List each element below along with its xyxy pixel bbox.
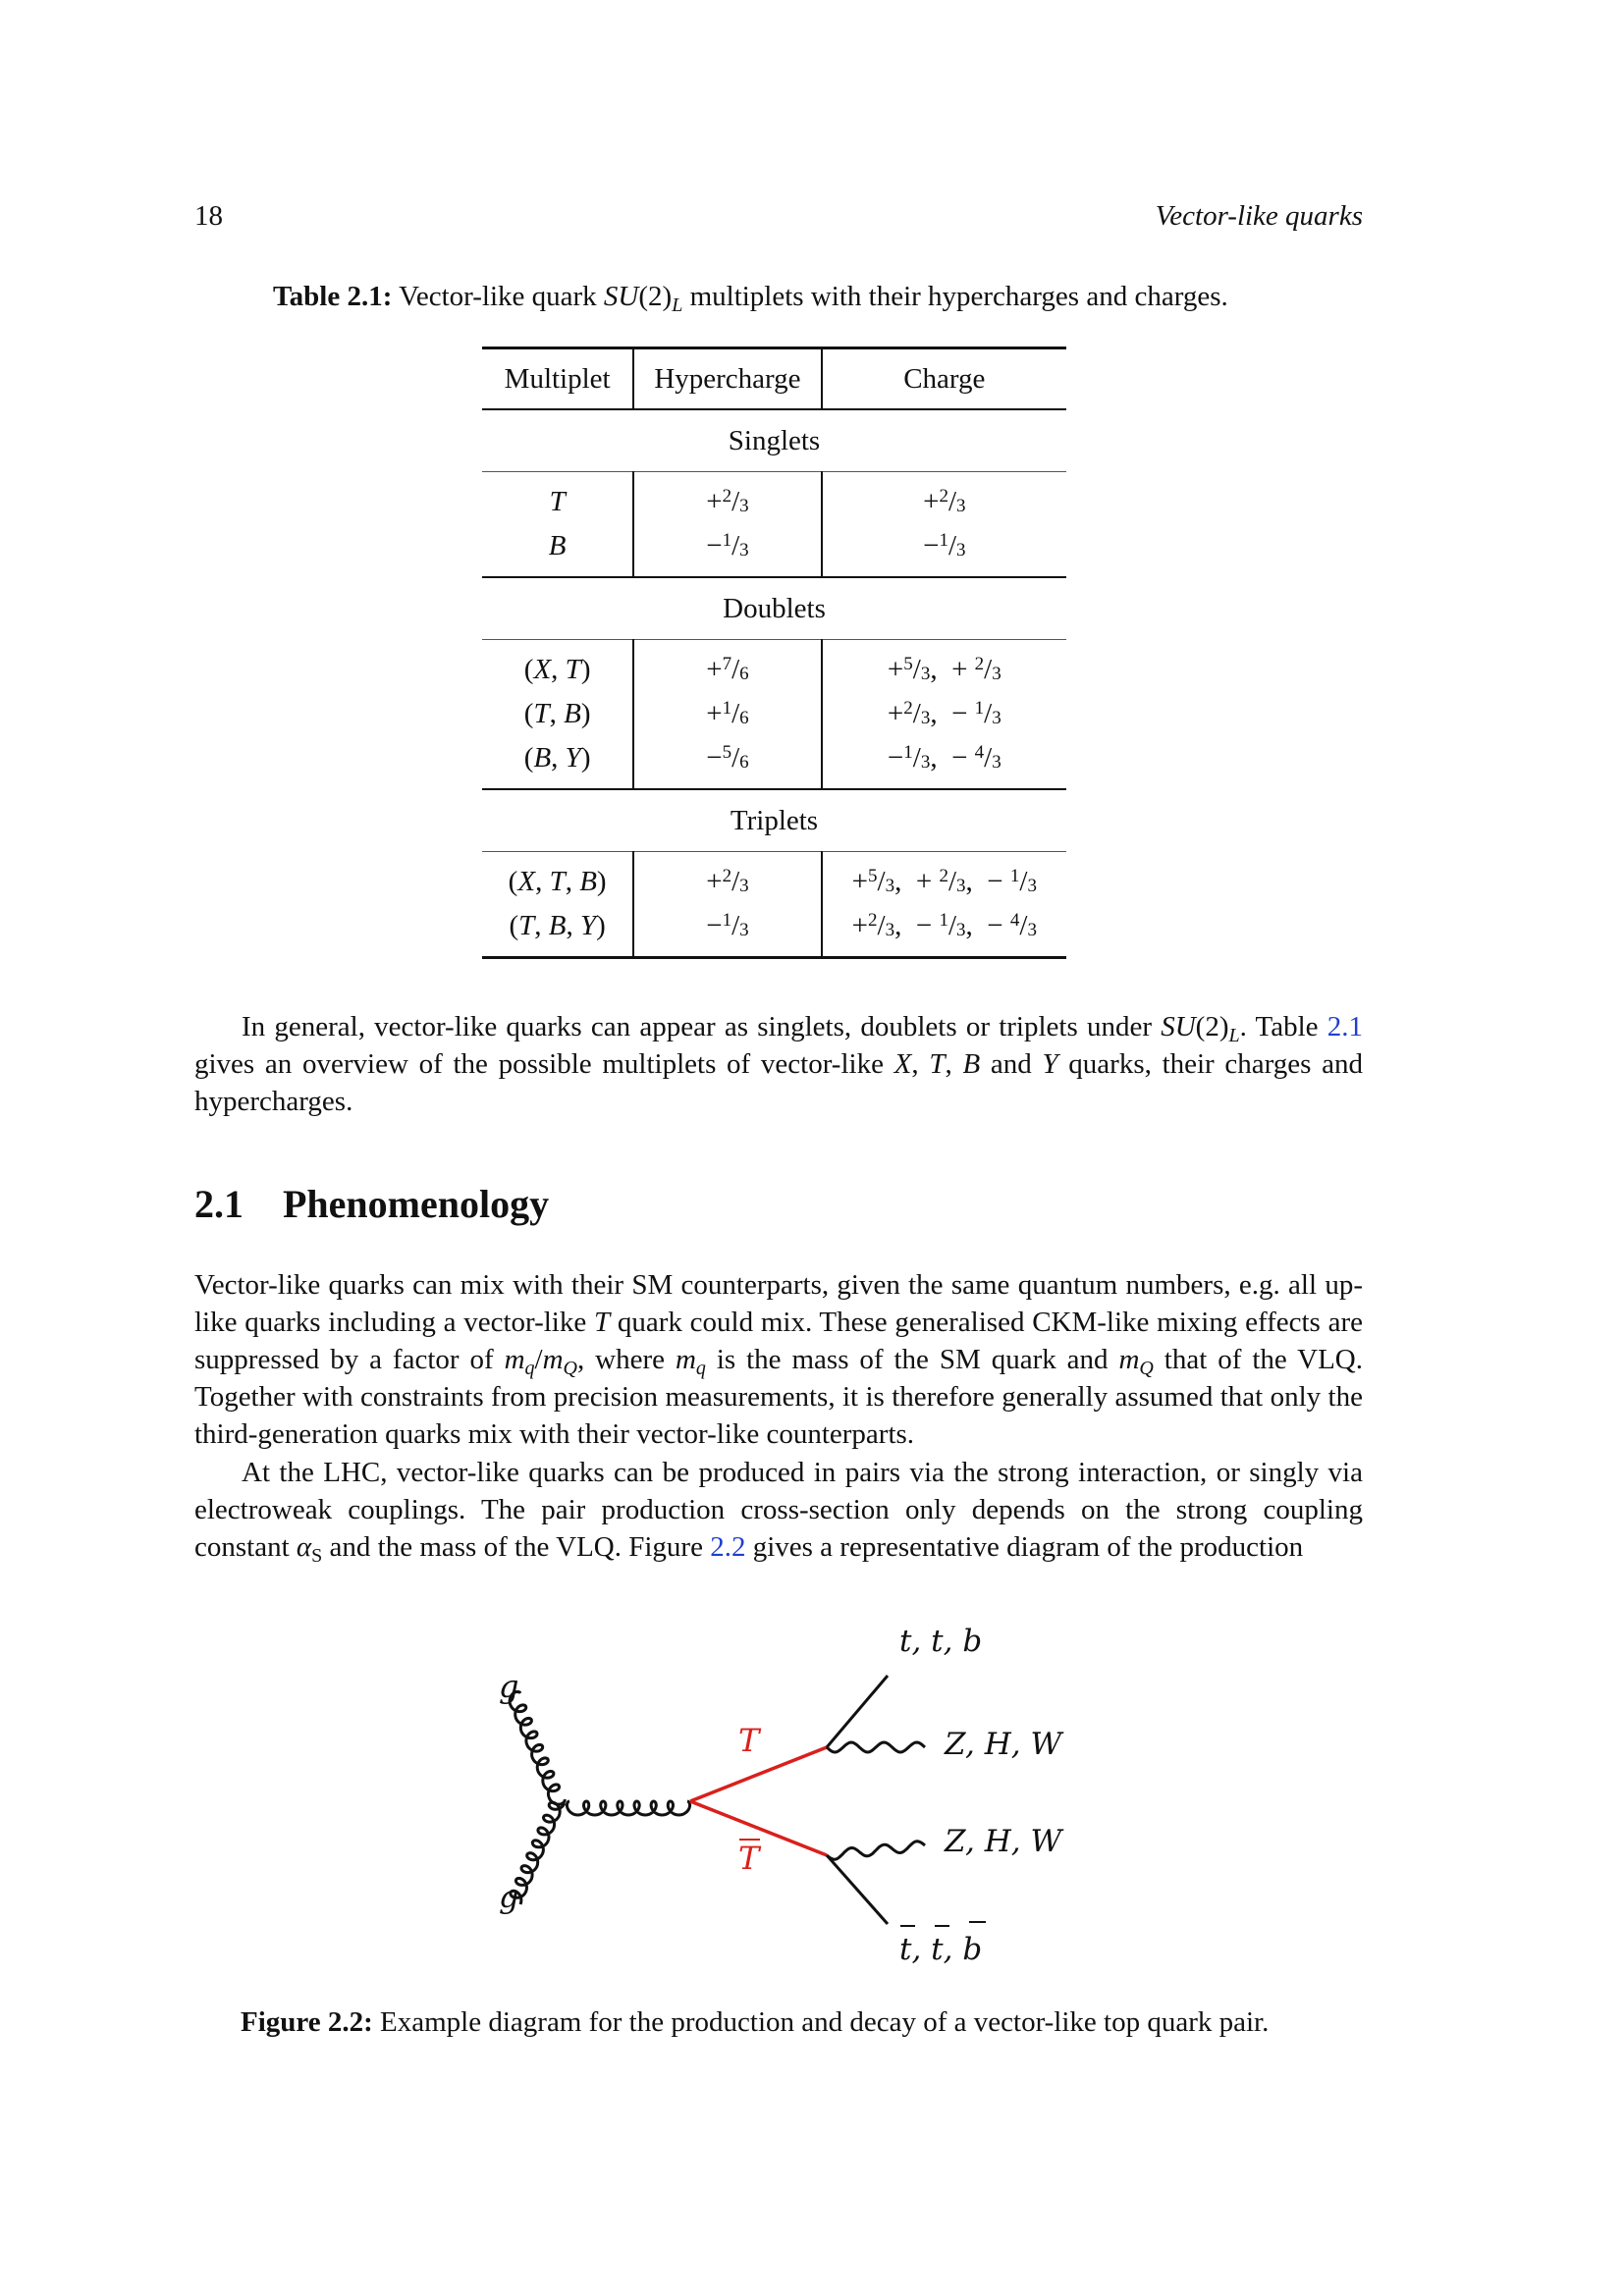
para1-text-1: Vector-like quarks can mix with their SM counterparts, given the same quantum numbers, e.g. all up-like quarks including a vector-like [194,1269,1363,1338]
lower-decay-boson-label: Z, H, W [945,1824,1062,1859]
cell-multiplet: (B, Y) [482,736,633,789]
section-title: Phenomenology [283,1182,550,1226]
para2-alpha: α [296,1531,312,1563]
running-header-title: Vector-like quarks [1155,200,1363,232]
multiplet-table-grid [482,347,1066,959]
table-caption-math: SU [603,281,639,312]
intro-text-2: . Table [1239,1011,1327,1042]
section-number: 2.1 [194,1182,244,1226]
para1-text-2: quark could mix. These generalised CKM-like mixing effects are suppressed by a factor of [194,1307,1363,1375]
intro-text-3: gives an overview of the possible multiplets of vector-like [194,1048,894,1080]
para1-ratio-m-a: m [504,1344,525,1375]
cell-hypercharge: $-^1/_3$ [633,524,821,577]
lower-boson-line [827,1842,925,1859]
gluon-label-bottom: g [499,1878,519,1915]
table-caption-math-sub: L [672,294,683,316]
section-row-singlets: Singlets [728,424,821,456]
cell-charge: $+^5/_3$, + $^2/_3$, − $^1/_3$ [851,866,1037,897]
multiplet-table [482,347,1066,959]
cell-charge: $+^2/_3$, − $^1/_3$, − $^4/_3$ [851,910,1037,941]
para2-text-3: gives a representative diagram of the production [745,1531,1304,1563]
phenomenology-paragraph-1 [194,1266,1363,1453]
feynman-diagram [471,1610,1100,1988]
table-row [482,472,1066,525]
para1-ratio-sub-a: q [524,1358,535,1379]
cell-hypercharge: $-^5/_6$ [633,736,821,789]
cell-hypercharge: $+^1/_6$ [633,692,821,736]
column-header-charge: Charge [903,362,986,395]
para1-text-4: is the mass of the SM quark and [705,1344,1119,1375]
table-row [482,640,1066,693]
cell-hypercharge: $+^2/_3$ [633,852,821,905]
table-caption-label: Table 2.1: [273,281,393,312]
intro-quark-y: Y [1042,1048,1058,1080]
section-row-triplets: Triplets [730,804,819,836]
section-heading [194,1181,549,1227]
column-header-hypercharge: Hypercharge [633,348,821,410]
figure-reference-link[interactable]: 2.2 [710,1531,746,1563]
cell-multiplet: (X, T, B) [482,852,633,905]
upper-boson-line [827,1742,925,1752]
vlq-t-label: T [738,1722,760,1759]
para1-text-5: that of the VLQ. Together with constraints from precision measurements, it is therefore generally assumed that only the third-generation quarks mix with their vector-like counterparts. [194,1344,1364,1450]
cell-charge: $+^5/_3$, + $^2/_3$ [887,654,1001,685]
intro-quark-t: T [929,1048,946,1080]
upper-decay-boson-label: Z, H, W [945,1727,1062,1762]
cell-multiplet: B [482,524,633,577]
phenomenology-paragraph-2 [194,1454,1363,1566]
intro-math-sub: L [1228,1025,1240,1046]
table-caption-text-before: Vector-like quark [399,281,604,312]
antiquark-overbars [900,1922,986,1926]
page-number: 18 [194,200,223,232]
para1-text-3: , where [576,1344,676,1375]
para1-math-mQ: m [1118,1344,1140,1375]
section-row-doublets: Doublets [723,592,826,624]
para1-ratio-slash: / [534,1344,543,1375]
lower-quark-line [827,1855,888,1924]
intro-text-1: In general, vector-like quarks can appear as singlets, doublets or triplets under [242,1011,1162,1042]
para1-ratio-m-b: m [542,1344,564,1375]
para1-ratio-sub-b: Q [563,1358,577,1379]
intro-paragraph [194,1008,1363,1120]
intro-quark-b: B [962,1048,981,1080]
para1-math-mQ-sub: Q [1139,1358,1154,1379]
intro-quark-x: X [893,1048,912,1080]
cell-hypercharge: $-^1/_3$ [633,904,821,958]
upper-decay-quark-label: t, t, b [899,1624,983,1659]
para2-text-2: and the mass of the VLQ. Figure [322,1531,711,1563]
cell-multiplet: T [482,472,633,525]
table-caption-math-paren: (2) [638,281,673,312]
cell-hypercharge: $+^2/_3$ [633,472,821,525]
figure-caption [241,2002,1269,2042]
cell-multiplet: (T, B, Y) [482,904,633,958]
table-row [482,692,1066,736]
table-caption [273,277,1228,316]
para2-text-1: At the LHC, vector-like quarks can be produced in pairs via the strong interaction, or singly via electroweak couplings. The pair production cross-section only depends on the strong coupling constant [194,1457,1363,1563]
figure-caption-text: Example diagram for the production and decay of a vector-like top quark pair. [372,2006,1270,2038]
column-header-multiplet: Multiplet [482,348,633,410]
para2-alpha-sub: S [311,1545,323,1567]
para1-math-t: T [593,1307,611,1338]
cell-multiplet: (X, T) [482,640,633,693]
lower-decay-quark-label: t, t, b [899,1932,983,1967]
cell-hypercharge: $+^7/_6$ [633,640,821,693]
cell-charge: $-^1/_3$, − $^4/_3$ [887,742,1001,774]
table-caption-text-after: multiplets with their hypercharges and charges. [682,281,1228,312]
intro-sep-1: , [911,1048,930,1080]
gluon-label-top: g [499,1668,519,1705]
para1-math-mq: m [675,1344,696,1375]
gluon-lines [510,1691,690,1904]
intro-math-su: SU [1161,1011,1196,1042]
intro-math-paren: (2) [1195,1011,1229,1042]
cell-charge: $+^2/_3$ [923,486,966,517]
intro-sep-2: , [945,1048,963,1080]
table-reference-link[interactable]: 2.1 [1326,1011,1364,1042]
cell-multiplet: (T, B) [482,692,633,736]
figure-caption-label: Figure 2.2: [241,2006,373,2038]
table-row [482,904,1066,958]
intro-text-4: quarks, their charges and hypercharges. [194,1048,1364,1117]
table-row [482,524,1066,577]
vlq-tbar-label: T [738,1840,760,1877]
cell-charge: $+^2/_3$, − $^1/_3$ [887,698,1001,729]
para1-math-mq-sub: q [695,1358,706,1379]
intro-sep-3: and [980,1048,1043,1080]
upper-quark-line [827,1676,888,1747]
table-row [482,736,1066,789]
cell-charge: $-^1/_3$ [923,530,966,561]
table-row [482,852,1066,905]
